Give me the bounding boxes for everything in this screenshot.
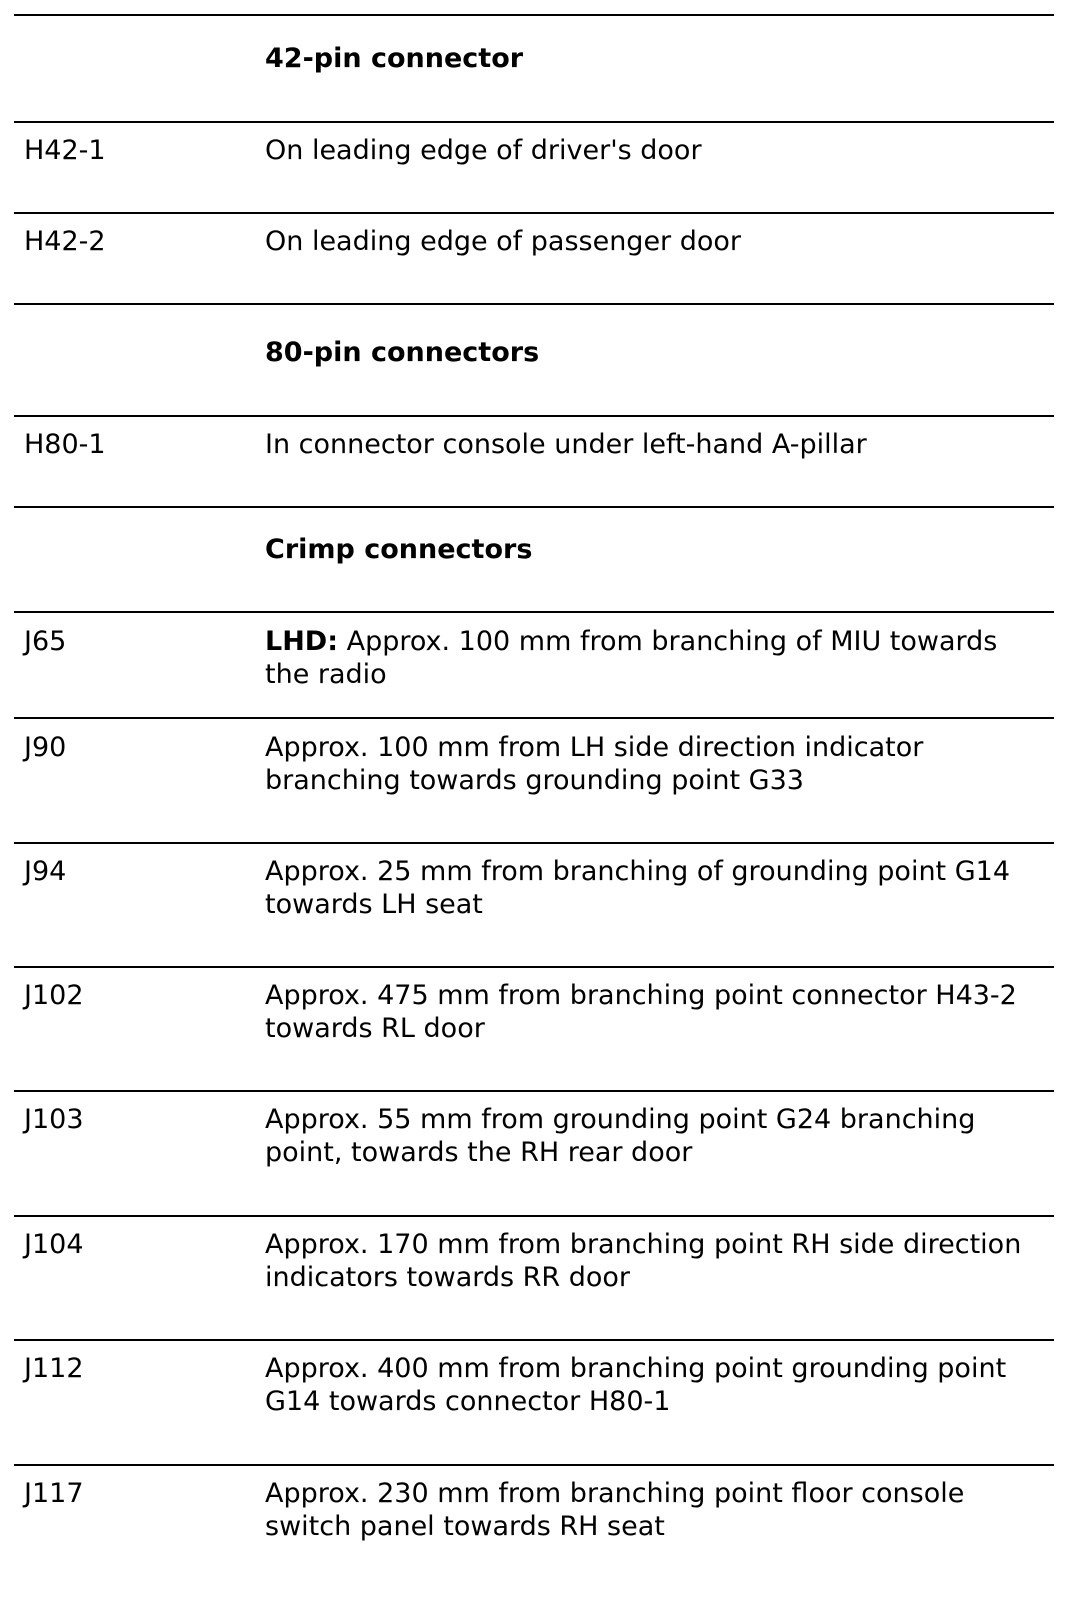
table-rule — [14, 14, 1054, 16]
table-rule — [14, 966, 1054, 968]
lhd-label: LHD: — [265, 626, 339, 657]
connector-location: On leading edge of passenger door — [265, 226, 742, 257]
connector-code: J65 — [24, 626, 67, 657]
connector-location: Approx. 100 mm from LH side direction indicator branching towards grounding point G33 — [265, 732, 924, 796]
connector-code: H80-1 — [24, 429, 106, 460]
connector-code: J103 — [24, 1104, 84, 1135]
table-rule — [14, 212, 1054, 214]
connector-location: Approx. 475 mm from branching point connector H43-2 towards RL door — [265, 980, 1017, 1044]
table-rule — [14, 121, 1054, 123]
connector-code: H42-1 — [24, 135, 106, 166]
connector-code: J90 — [24, 732, 67, 763]
connector-location: Approx. 55 mm from grounding point G24 branching point, towards the RH rear door — [265, 1104, 976, 1168]
table-rule — [14, 1464, 1054, 1466]
table-rule — [14, 1090, 1054, 1092]
table-rule — [14, 303, 1054, 305]
connector-code: J104 — [24, 1229, 84, 1260]
table-rule — [14, 1215, 1054, 1217]
table-rule — [14, 717, 1054, 719]
connector-location: Approx. 170 mm from branching point RH side direction indicators towards RR door — [265, 1229, 1022, 1293]
table-rule — [14, 842, 1054, 844]
table-rule — [14, 506, 1054, 508]
connector-location — [265, 625, 1050, 691]
connector-code: J112 — [24, 1353, 84, 1384]
section-title: Crimp connectors — [265, 534, 533, 565]
connector-code: H42-2 — [24, 226, 106, 257]
section-title: 80-pin connectors — [265, 337, 540, 368]
connector-location: On leading edge of driver's door — [265, 135, 702, 166]
table-rule — [14, 415, 1054, 417]
connector-location: Approx. 230 mm from branching point floor console switch panel towards RH seat — [265, 1478, 965, 1542]
connector-code: J94 — [24, 856, 67, 887]
connector-location: In connector console under left-hand A-pillar — [265, 429, 867, 460]
table-rule — [14, 611, 1054, 613]
table-rule — [14, 1339, 1054, 1341]
connector-location: Approx. 25 mm from branching of grounding point G14 towards LH seat — [265, 856, 1011, 920]
connector-code: J117 — [24, 1478, 84, 1509]
section-title: 42-pin connector — [265, 43, 524, 74]
connector-location-text: Approx. 100 mm from branching of MIU towards the radio — [265, 626, 998, 690]
connector-location: Approx. 400 mm from branching point grounding point G14 towards connector H80-1 — [265, 1353, 1007, 1417]
connector-code: J102 — [24, 980, 84, 1011]
